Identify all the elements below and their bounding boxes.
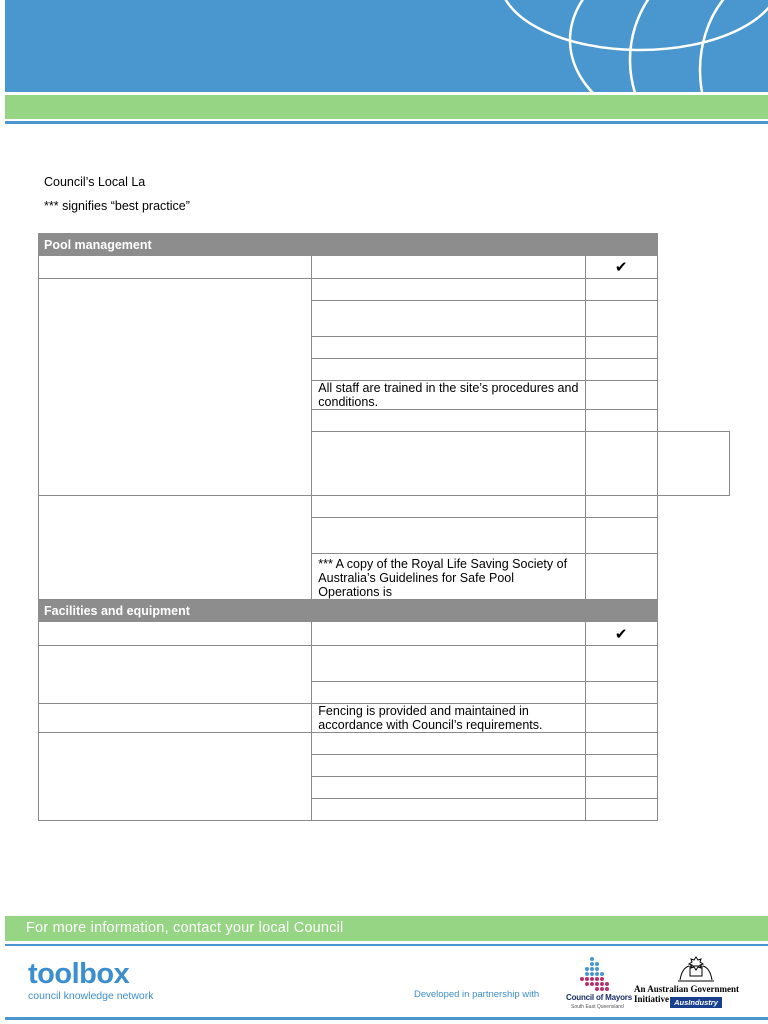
check-cell[interactable] [585, 554, 657, 600]
council-of-mayors-logo-icon [580, 956, 614, 992]
check-cell[interactable] [585, 518, 657, 554]
header-divider [5, 121, 768, 124]
footer-bottom-line [5, 1017, 768, 1020]
table-row [39, 279, 730, 301]
check-cell[interactable] [585, 359, 657, 381]
best-practice-note: *** signifies “best practice” [44, 199, 190, 213]
tick-icon: ✔ [585, 256, 657, 279]
check-cell[interactable] [585, 410, 657, 432]
table-row [39, 256, 730, 279]
footer-divider [5, 944, 768, 946]
council-of-mayors-text: Council of Mayors [566, 993, 632, 1002]
partnership-text: Developed in partnership with [414, 989, 540, 1000]
check-cell[interactable] [657, 432, 729, 496]
check-cell[interactable] [585, 496, 657, 518]
check-cell[interactable] [585, 381, 657, 410]
row-text: *** A copy of the Royal Life Saving Society of Australia’s Guidelines for Safe Pool Operations is [312, 554, 585, 600]
footer-contact-text: For more information, contact your local Council [26, 920, 344, 936]
tick-icon: ✔ [585, 622, 657, 646]
table-row [39, 496, 730, 518]
section-title: Facilities and equipment [39, 600, 658, 622]
check-cell[interactable] [585, 755, 657, 777]
council-of-mayors-subtext: South East Queensland [571, 1004, 624, 1010]
header-green-band [5, 95, 768, 119]
row-text: All staff are trained in the site’s procedures and conditions. [312, 381, 585, 410]
checklist-table [38, 233, 730, 821]
check-cell[interactable] [585, 337, 657, 359]
table-row [39, 733, 730, 755]
row-text: Fencing is provided and maintained in accordance with Council’s requirements. [312, 704, 585, 733]
section-header-facilities [39, 600, 730, 622]
table-row [39, 646, 730, 682]
australian-coat-of-arms-icon [676, 954, 716, 982]
toolbox-tagline: council knowledge network [28, 990, 154, 1002]
government-initiative-text: An Australian Government Initiative [634, 984, 740, 1004]
check-cell[interactable] [585, 777, 657, 799]
intro-text: Council’s Local La [44, 175, 146, 189]
check-cell[interactable] [585, 704, 657, 733]
toolbox-logo: toolbox [28, 958, 130, 990]
check-cell[interactable] [585, 682, 657, 704]
check-cell[interactable] [585, 301, 657, 337]
section-title: Pool management [39, 234, 658, 256]
section-header-pool-management [39, 234, 730, 256]
check-cell[interactable] [585, 799, 657, 821]
ausindustry-badge: AusIndustry [670, 997, 722, 1008]
check-cell[interactable] [585, 279, 657, 301]
check-cell[interactable] [585, 646, 657, 682]
check-cell[interactable] [585, 733, 657, 755]
table-row [39, 622, 730, 646]
table-row [39, 704, 730, 733]
